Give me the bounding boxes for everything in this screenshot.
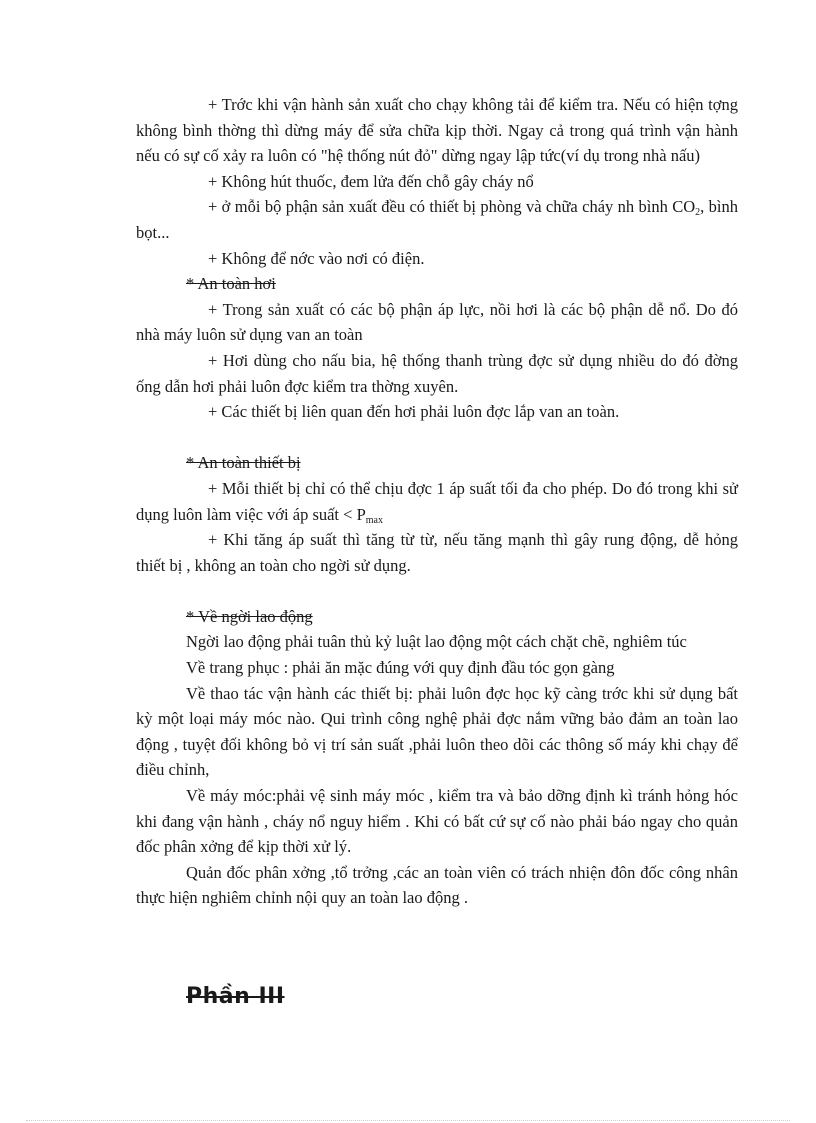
section-heading-workers: * Về ngời lao động — [186, 606, 313, 626]
paragraph: Về trang phục : phải ăn mặc đúng với quy định đầu tóc gọn gàng — [186, 658, 615, 678]
page-bottom-border — [26, 1120, 790, 1121]
section-heading-equipment-safety: * An toàn thiết bị — [186, 453, 301, 473]
subscript: 2 — [695, 207, 701, 219]
paragraph: Quản đốc phân xởng ,tổ trởng ,các an toàn viên có trách nhiện đôn đốc công nhân thực hiện nghiêm chỉnh nội quy an toàn lao động . — [136, 862, 738, 908]
paragraph: + Trớc khi vận hành sản xuất cho chạy không tải để kiểm tra. Nếu có hiện tợng không bình thờng thì dừng máy để sửa chữa kịp thời. Ngay cả trong quá trình vận hành nếu có sự cố xảy ra luôn có "hệ thống nút đỏ" dừng ngay lập tức(ví dụ trong nhà nấu) — [136, 95, 738, 166]
paragraph-text: + ở mỗi bộ phận sản xuất đều có thiết bị phòng và chữa cháy nh bình CO — [208, 197, 696, 217]
paragraph-text: + Mỗi thiết bị chỉ có thể chịu đợc 1 áp suất tối đa cho phép. Do đó trong khi sử dụng luôn làm việc với áp suất < P — [136, 478, 738, 524]
paragraph: Ngời lao động phải tuân thủ kỷ luật lao động một cách chặt chẽ, nghiêm túc — [186, 632, 687, 652]
document-body — [136, 92, 738, 911]
paragraph: + Các thiết bị liên quan đến hơi phải luôn đợc lắp van an toàn. — [208, 402, 620, 422]
paragraph — [136, 476, 738, 527]
subscript: max — [365, 514, 383, 526]
paragraph: + Khi tăng áp suất thì tăng từ từ, nếu tăng mạnh thì gây rung động, dễ hỏng thiết bị , không an toàn cho ngời sử dụng. — [136, 530, 738, 575]
paragraph: + Không để nớc vào nơi có điện. — [208, 248, 425, 268]
paragraph: + Không hút thuốc, đem lửa đến chỗ gây cháy nổ — [208, 171, 534, 191]
paragraph — [136, 194, 738, 245]
paragraph-text: , bình bọt... — [136, 197, 738, 242]
paragraph: Về máy móc:phải vệ sinh máy móc , kiểm tra và bảo dỡng định kì tránh hỏng hóc khi đang vận hành , cháy nổ nguy hiểm . Khi có bất cứ sự cố nào phải báo ngay cho quản đốc phân xởng để kịp thời xử lý. — [136, 786, 738, 857]
blank-line — [136, 578, 738, 604]
paragraph: + Trong sản xuất có các bộ phận áp lực, nồi hơi là các bộ phận dễ nổ. Do đó nhà máy luôn sử dụng van an toàn — [136, 299, 738, 345]
blank-line — [136, 425, 738, 451]
paragraph: + Hơi dùng cho nấu bia, hệ thống thanh trùng đợc sử dụng nhiều do đó đờng ống dẫn hơi phải luôn đợc kiểm tra thờng xuyên. — [136, 350, 738, 396]
part-title: Phần III — [186, 984, 285, 1009]
paragraph: Về thao tác vận hành các thiết bị: phải luôn đợc học kỹ càng trớc khi sử dụng bất kỳ một loại máy móc nào. Qui trình công nghệ phải đợc nắm vững bảo đảm an toàn lao động , tuyệt đối không bỏ vị trí sản suất ,phải luôn theo dõi các thông số máy khi chạy để điều chỉnh, — [136, 683, 738, 780]
section-heading-steam-safety: * An toàn hơi — [186, 274, 276, 294]
